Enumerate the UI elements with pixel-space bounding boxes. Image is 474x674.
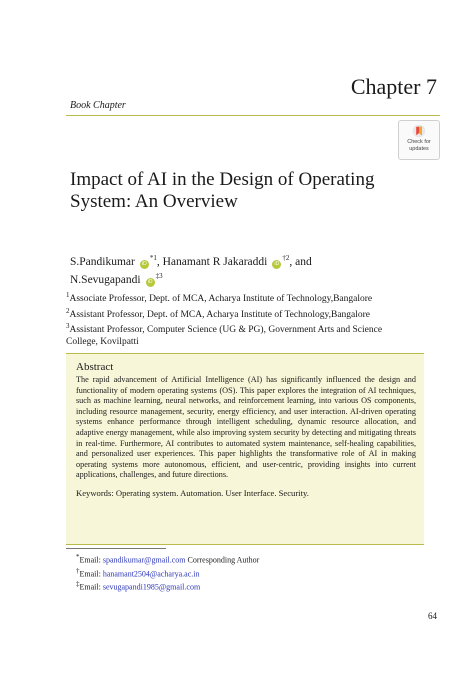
footnote-item: ‡Email: sevugapandi1985@gmail.com (76, 580, 201, 592)
chapter-label: Chapter 7 (350, 74, 437, 99)
affiliation-item: $^1$Associate Professor, Dept. of MCA, Acharya Institute of Technology,Bangalore (66, 291, 373, 305)
author-name: N.Sevugapandi (70, 273, 141, 286)
page-number: 64 (428, 611, 437, 621)
book-chapter-label: Book Chapter (70, 100, 126, 111)
email-link[interactable]: spandikumar@gmail.com (102, 555, 186, 565)
author-name: S.Pandikumar (70, 255, 135, 268)
orcid-icon[interactable]: iD (146, 278, 155, 287)
email-link[interactable]: hanamant2504@acharya.ac.in (102, 569, 200, 579)
orcid-icon[interactable]: iD (140, 260, 149, 269)
abstract-heading: Abstract (76, 361, 114, 373)
abstract-body: The rapid advancement of Artificial Intelligence (AI) has significantly influenced the design and functionality of modern operating systems (OS). This paper explores the integration of AI techniques, such as machine learning, neural networks, and reinforcement learning, into various OS components, including resource management, security, energy efficiency, and user interaction. AI-driven operating systems enhance performance through intelligent scheduling, dynamic resource allocation, and adaptive energy management, while also improving system security by detecting and mitigating threats in real-time. Furthermore, AI contributes to automated system maintenance, self-healing capabilities, and personalized user experiences. This paper highlights the transformative role of AI in making operating systems more autonomous, efficient, and user-centric, providing insights into current applications, challenges, and future directions. (76, 375, 416, 480)
paper-title: Impact of AI in the Design of Operating System: An Overview (70, 169, 375, 212)
affiliation-item: $^2$Assistant Professor, Dept. of MCA, Acharya Institute of Technology,Bangalore (66, 306, 371, 320)
check-for-updates-icon (412, 124, 426, 138)
affiliation-item: $^3$Assistant Professor, Computer Science (UG & PG), Government Arts and Science College, Kovilpatti (66, 322, 383, 347)
badge-line2: updates (409, 146, 429, 152)
author-mark: ‡3 (155, 271, 163, 280)
abstract-box (66, 353, 424, 545)
author-conjunction: and (295, 255, 312, 268)
footnote-item: †Email: hanamant2504@acharya.ac.in (76, 566, 200, 579)
footnote-rule (66, 548, 166, 549)
footnote-item: *Email: spandikumar@gmail.com Corresponding Author (76, 553, 260, 565)
author-mark: †2 (282, 254, 290, 262)
affiliations (66, 290, 416, 348)
orcid-icon[interactable]: iD (272, 260, 281, 269)
footnotes (76, 552, 259, 593)
author-mark: *1 (149, 254, 157, 262)
check-for-updates-badge[interactable] (398, 120, 440, 160)
header-rule (66, 115, 440, 116)
keywords: Keywords: Operating system. Automation. User Interface. Security. (76, 487, 309, 498)
badge-line1: Check for (407, 139, 431, 145)
author-list: S.Pandikumar $iD^{*1}$, Hanamant R Jakaraddi $iD^{\dagger 2}$, and N.Sevugapandi $iD^{\ddagger 3}$ (70, 254, 312, 286)
author-name: Hanamant R Jakaraddi (162, 255, 268, 268)
email-link[interactable]: sevugapandi1985@gmail.com (102, 582, 201, 592)
